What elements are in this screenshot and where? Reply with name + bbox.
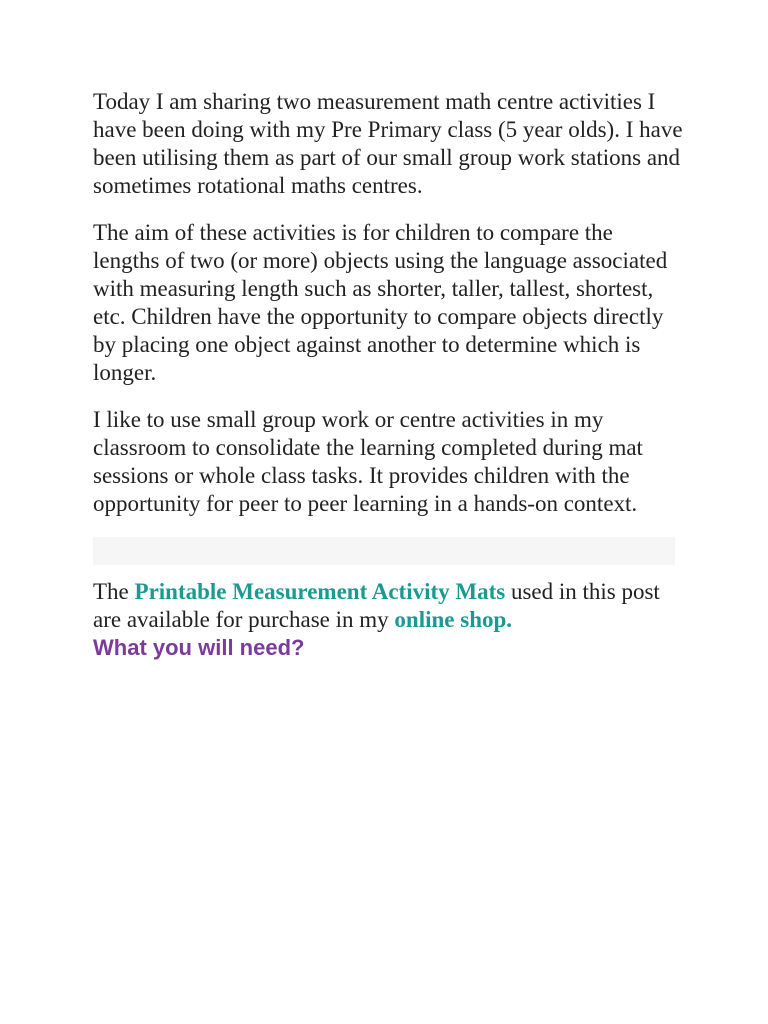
section-heading: What you will need?	[93, 635, 305, 660]
aim-paragraph: The aim of these activities is for children to compare the lengths of two (or more) objects using the language associated with measuring length such as shorter, taller, tallest, shortest, etc. Children have the opportunity to compare objects directly by placing one object against another to determine which is longer.	[93, 220, 668, 385]
article-body	[93, 88, 683, 662]
method-paragraph: I like to use small group work or centre activities in my classroom to consolidate the learning completed during mat sessions or whole class tasks. It provides children with the opportunity for peer to peer learning in a hands-on context.	[93, 407, 643, 516]
promo-paragraph	[93, 578, 683, 634]
product-link[interactable]: Printable Measurement Activity Mats	[134, 579, 506, 604]
online-shop-link[interactable]: online shop.	[394, 607, 513, 632]
promo-prefix: The	[93, 579, 135, 604]
intro-paragraph: Today I am sharing two measurement math centre activities I have been doing with my Pre Primary class (5 year olds). I have been utilising them as part of our small group work stations and sometimes rotational maths centres.	[93, 89, 683, 198]
promo-middle: used in this post are available for purchase in my	[93, 579, 660, 632]
divider-strip	[93, 537, 675, 565]
